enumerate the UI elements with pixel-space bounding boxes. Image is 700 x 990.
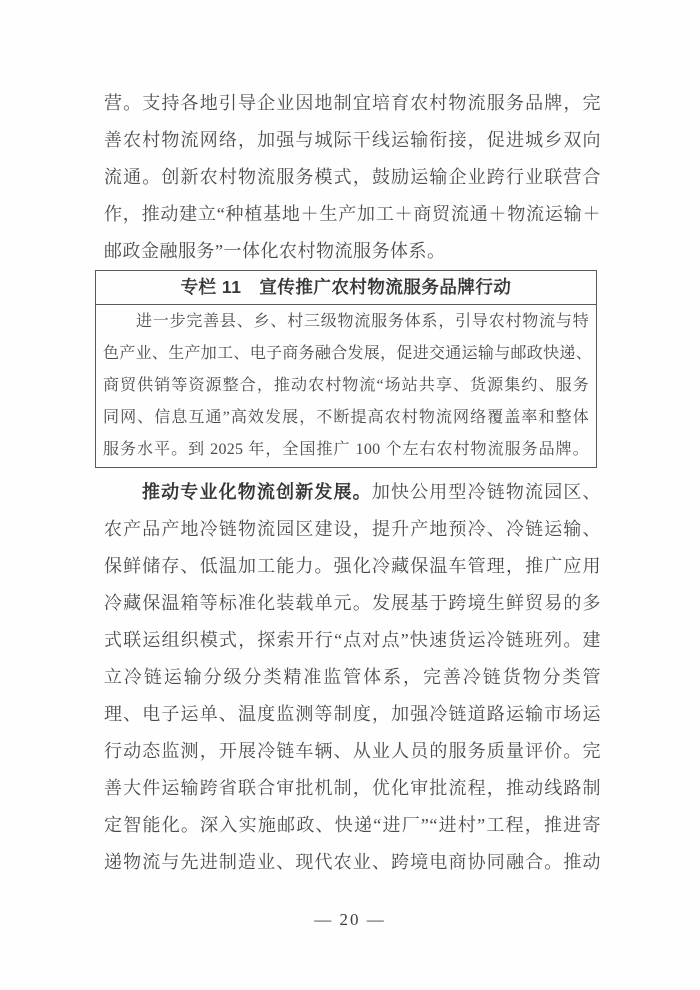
text-line: 进一步完善县、乡、村三级物流服务体系，引导农村物流与特: [136, 313, 589, 330]
page-number: — 20 —: [314, 910, 386, 929]
text-line: 服务水平。到 2025 年，全国推广 100 个左右农村物流服务品牌。: [103, 441, 589, 458]
text-line: 立冷链运输分级分类精准监管体系，完善冷链货物分类管: [104, 667, 601, 687]
text-line: 农产品产地冷链物流园区建设，提升产地预冷、冷链运输、: [104, 519, 601, 539]
text-line: 保鲜储存、低温加工能力。强化冷藏保温车管理，推广应用: [104, 556, 601, 576]
text-line: 色产业、生产加工、电子商务融合发展，促进交通运输与邮政快递、: [103, 345, 593, 362]
text-line: 邮政金融服务”一体化农村物流服务体系。: [104, 241, 446, 261]
paragraph-lead-rest: 加快公用型冷链物流园区、: [371, 482, 602, 502]
text-line: 定智能化。深入实施邮政、快递“进厂”“进村”工程，推进寄: [104, 815, 601, 835]
paragraph-lead-bold: 推动专业化物流创新发展。: [142, 482, 372, 502]
text-line: 冷藏保温箱等标准化装载单元。发展基于跨境生鲜贸易的多: [104, 593, 601, 613]
text-line: 递物流与先进制造业、现代农业、跨境电商协同融合。推动: [104, 852, 601, 872]
text-line: 善大件运输跨省联合审批机制，优化审批流程，推动线路制: [104, 778, 601, 798]
text-line: 作，推动建立“种植基地＋生产加工＋商贸流通＋物流运输＋: [104, 204, 601, 224]
text-line: 理、电子运单、温度监测等制度，加强冷链道路运输市场运: [104, 704, 601, 724]
text-line: 流通。创新农村物流服务模式，鼓励运输企业跨行业联营合: [104, 167, 601, 187]
paragraph-intro: [104, 85, 601, 270]
text-line: 行动态监测，开展冷链车辆、从业人员的服务质量评价。完: [104, 741, 601, 761]
column-box-title: 专栏 11 宣传推广农村物流服务品牌行动: [96, 271, 596, 305]
text-line: 营。支持各地引导企业因地制宜培育农村物流服务品牌，完: [104, 93, 601, 113]
paragraph-main: [104, 474, 601, 881]
text-line: 商贸供销等资源整合，推动农村物流“场站共享、货源集约、服务: [103, 377, 589, 394]
text-line: 善农村物流网络，加强与城际干线运输衔接，促进城乡双向: [104, 130, 601, 150]
text-line: 同网、信息互通”高效发展，不断提高农村物流网络覆盖率和整体: [103, 409, 589, 426]
text-line: 式联运组织模式，探索开行“点对点”快速货运冷链班列。建: [104, 630, 601, 650]
column-box-body: [96, 305, 596, 467]
column-box-11: [95, 270, 597, 468]
text-column: [104, 85, 601, 881]
text-line: [104, 474, 601, 511]
